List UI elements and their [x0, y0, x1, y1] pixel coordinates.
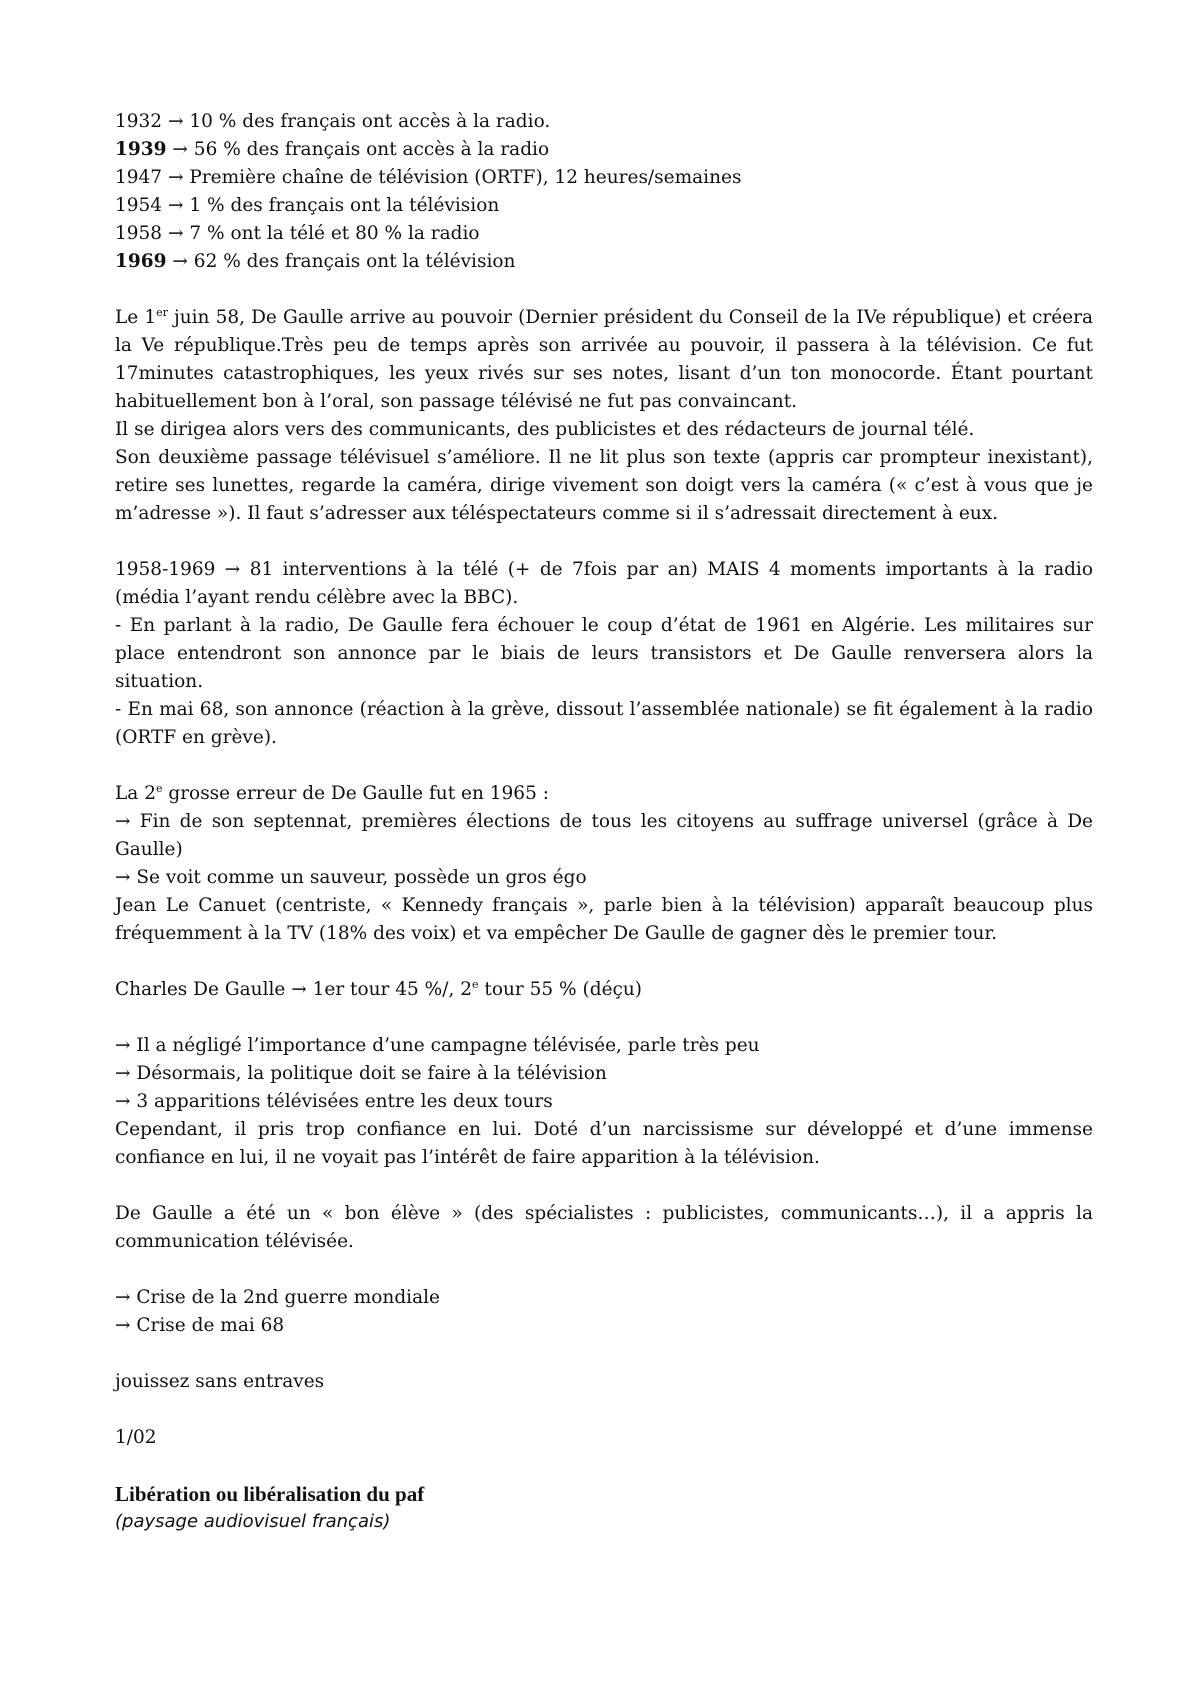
paragraph-septennat: → Fin de son septennat, premières élections de tous les citoyens au suffrage universel (grâce à De Gaulle): [115, 811, 1093, 860]
superscript: e: [155, 781, 163, 795]
document-body: [115, 108, 1093, 1536]
paragraph-lecanuet: Jean Le Canuet (centriste, « Kennedy français », parle bien à la télévision) apparaît beaucoup plus fréquemment à la TV (18% des voix) et va empêcher De Gaulle de gagner dès le premier tour.: [115, 895, 1093, 944]
paragraph-crisis-ww2: → Crise de la 2nd guerre mondiale: [115, 1287, 440, 1308]
arrow-icon: →: [172, 251, 188, 272]
superscript: e: [472, 977, 479, 991]
paragraph-text: tour 55 % (déçu): [478, 979, 643, 1000]
paragraph-interventions: 1958-1969 → 81 interventions à la télé (+ de 7fois par an) MAIS 4 moments importants à la radio (média l’ayant rendu célèbre avec la BBC).: [115, 559, 1093, 608]
spacer: [115, 1256, 1093, 1284]
timeline-year: 1969: [115, 251, 167, 272]
spacer: [115, 1172, 1093, 1200]
paragraph-second-passage: Son deuxième passage télévisuel s’améliore. Il ne lit plus son texte (appris car prompteur inexistant), retire ses lunettes, regarde la caméra, dirige vivement son doigt vers la caméra (« c’est à vous que je m’adresse »). Il faut s’adresser aux téléspectateurs comme si il s’adressait directement à eux.: [115, 447, 1093, 524]
timeline-text: Première chaîne de télévision (ORTF), 12 heures/semaines: [189, 167, 742, 188]
paragraph-may68: - En mai 68, son annonce (réaction à la grève, dissout l’assemblée nationale) se fit également à la radio (ORTF en grève).: [115, 699, 1093, 748]
timeline-item: [115, 108, 1093, 136]
timeline-year: 1958: [115, 223, 163, 244]
spacer: [115, 1396, 1093, 1424]
timeline-text: 56 % des français ont accès à la radio: [193, 139, 550, 160]
timeline-year: 1932: [115, 111, 163, 132]
spacer: [115, 948, 1093, 976]
spacer: [115, 1452, 1093, 1480]
arrow-icon: →: [167, 167, 184, 188]
paragraph-sauveur: → Se voit comme un sauveur, possède un gros égo: [115, 867, 587, 888]
timeline-item: [115, 164, 1093, 192]
arrow-icon: →: [172, 139, 188, 160]
paragraph-crisis-may68: → Crise de mai 68: [115, 1315, 285, 1336]
date-label: 1/02: [115, 1427, 157, 1448]
spacer: [115, 1004, 1093, 1032]
arrow-icon: →: [167, 111, 184, 132]
superscript: er: [156, 305, 168, 319]
timeline-item: [115, 248, 1093, 276]
spacer: [115, 276, 1093, 304]
timeline-text: 1 % des français ont la télévision: [189, 195, 500, 216]
paragraph-arrival: [115, 304, 1093, 416]
timeline-item: [115, 136, 1093, 164]
section-subheading: (paysage audiovisuel français): [115, 1511, 391, 1532]
paragraph-text: Charles De Gaulle → 1er tour 45 %/, 2: [115, 979, 473, 1000]
paragraph-text: juin 58, De Gaulle arrive au pouvoir (Dernier président du Conseil de la IVe république) et créera la Ve république.Très peu de temps après son arrivée au pouvoir, il passera à la télévision. Ce fut 17minutes catastrophiques, les yeux rivés sur ses notes, lisant d’un ton monocorde. Étant pourtant habituellement bon à l’oral, son passage télévisé ne fut pas convaincant.: [115, 307, 1093, 412]
timeline-text: 10 % des français ont accès à la radio.: [189, 111, 551, 132]
paragraph-second-error: [115, 780, 1093, 808]
spacer: [115, 1340, 1093, 1368]
timeline-year: 1954: [115, 195, 163, 216]
paragraph-text: grosse erreur de De Gaulle fut en 1965 :: [162, 783, 549, 804]
paragraph-appearances: → 3 apparitions télévisées entre les deux tours: [115, 1091, 553, 1112]
paragraph-politics-tv: → Désormais, la politique doit se faire à la télévision: [115, 1063, 607, 1084]
paragraph-text: La 2: [115, 783, 156, 804]
spacer: [115, 528, 1093, 556]
arrow-icon: →: [167, 223, 184, 244]
timeline-item: [115, 220, 1093, 248]
timeline-year: 1947: [115, 167, 163, 188]
paragraph-confidence: Cependant, il pris trop confiance en lui. Doté d’un narcissisme sur développé et d’une immense confiance en lui, il ne voyait pas l’intérêt de faire apparition à la télévision.: [115, 1119, 1093, 1168]
timeline-text: 7 % ont la télé et 80 % la radio: [189, 223, 480, 244]
paragraph-algeria: - En parlant à la radio, De Gaulle fera échouer le coup d’état de 1961 en Algérie. Les militaires sur place entendront son annonce par le biais de leurs transistors et De Gaulle renversera alors la situation.: [115, 615, 1093, 692]
timeline-text: 62 % des français ont la télévision: [193, 251, 516, 272]
paragraph-results: [115, 976, 1093, 1004]
paragraph-neglect: → Il a négligé l’importance d’une campagne télévisée, parle très peu: [115, 1035, 760, 1056]
section-heading: Libération ou libéralisation du paf: [115, 1482, 425, 1506]
paragraph-communicants: Il se dirigea alors vers des communicants, des publicistes et des rédacteurs de journal télé.: [115, 419, 975, 440]
spacer: [115, 752, 1093, 780]
arrow-icon: →: [167, 195, 184, 216]
timeline-item: [115, 192, 1093, 220]
paragraph-text: Le 1: [115, 307, 157, 328]
paragraph-slogan: jouissez sans entraves: [115, 1371, 325, 1392]
paragraph-good-student: De Gaulle a été un « bon élève » (des spécialistes : publicistes, communicants…), il a appris la communication télévisée.: [115, 1203, 1093, 1252]
timeline-year: 1939: [115, 139, 167, 160]
timeline: [115, 108, 1093, 276]
